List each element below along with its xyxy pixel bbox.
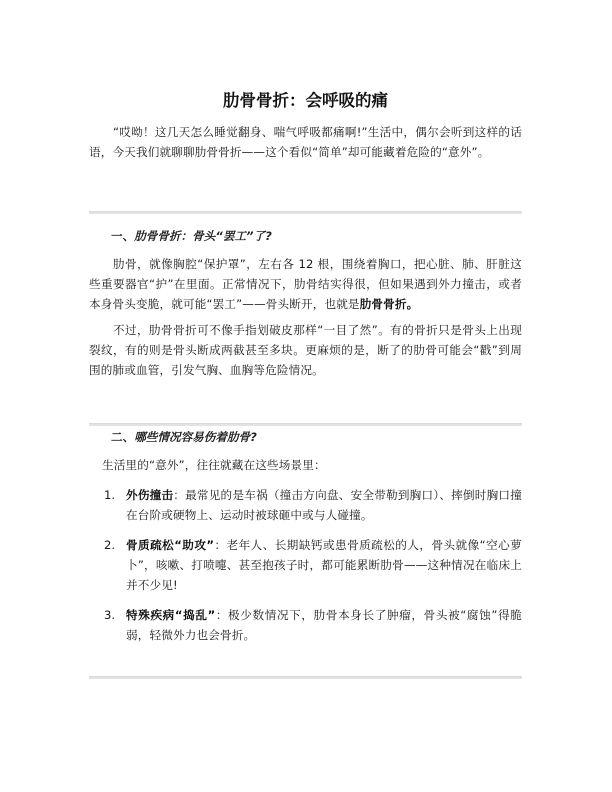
section-divider [89, 211, 522, 214]
cause-list [89, 485, 522, 655]
list-item [89, 605, 522, 645]
section-heading-text: 哪些情况容易伤着肋骨? [134, 430, 257, 444]
section-heading-text: 肋骨骨折：骨头“罢工”了? [134, 229, 272, 243]
bold-term: 肋骨骨折。 [359, 297, 419, 311]
list-marker: 1. [104, 488, 116, 502]
list-item-text: ：最常见的是车祸（撞击方向盘、安全带勒到胸口）、摔倒时胸口撞在台阶或硬物上、运动时被球砸中或与人碰撞。 [126, 488, 522, 522]
document-title: 肋骨骨折：会呼吸的痛 [223, 91, 388, 110]
section-heading-2 [111, 428, 257, 446]
section-divider [89, 676, 522, 679]
list-item-title: 外伤撞击 [126, 488, 174, 502]
list-marker: 2. [104, 538, 116, 552]
section-number: 一、 [111, 229, 135, 243]
list-item-title: 骨质疏松“助攻” [126, 538, 215, 552]
section2-lead: 生活里的“意外”，往往就藏在这些场景里： [102, 458, 326, 472]
section1-paragraph-2: 不过，肋骨骨折可不像手指划破皮那样“一目了然”。有的骨折只是骨头上出现裂纹，有的则是骨头断成两截甚至多块。更麻烦的是，断了的肋骨可能会“戳”到周围的肺或血管，引发气胸、血胸等危险情况。 [89, 323, 522, 377]
list-item-text: ：极少数情况下，肋骨本身长了肿瘤，骨头被“腐蚀”得脆弱，轻微外力也会骨折。 [126, 608, 522, 642]
paragraph-text: 肋骨，就像胸腔“保护罩”，左右各 12 根，围绕着胸口，把心脏、肺、肝脏这些重要器官“护”在里面。正常情况下，肋骨结实得很，但如果遇到外力撞击，或者本身骨头变脆，就可能“罢工”——骨头断开，也就是 [89, 257, 522, 311]
section-number: 二、 [111, 430, 135, 444]
list-item-text: ：老年人、长期缺钙或患骨质疏松的人，骨头就像“空心萝卜”，咳嗽、打喷嚏、甚至抱孩子时，都可能累断肋骨——这种情况在临床上并不少见! [126, 538, 522, 592]
section-divider [89, 423, 522, 426]
section-heading-1 [111, 227, 272, 245]
section1-paragraph-1 [89, 254, 522, 314]
intro-paragraph: “哎呦！这几天怎么睡觉翻身、喘气呼吸都痛啊!”生活中，偶尔会听到这样的话语，今天我们就聊聊肋骨骨折——这个看似“简单”却可能藏着危险的“意外”。 [89, 125, 522, 159]
list-marker: 3. [104, 608, 116, 622]
list-item-title: 特殊疾病“捣乱” [126, 608, 216, 622]
list-item [89, 535, 522, 595]
list-item [89, 485, 522, 525]
